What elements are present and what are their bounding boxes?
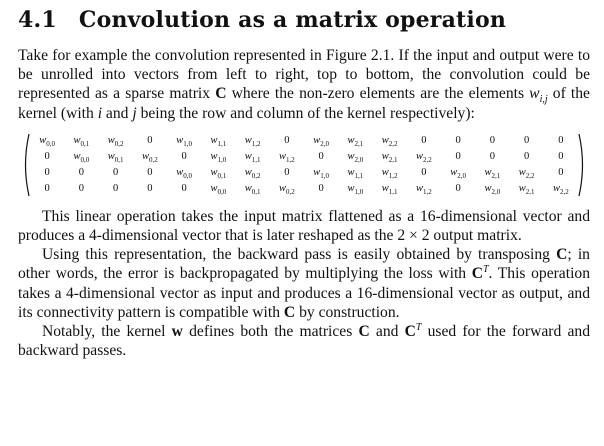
matrix-cell: $w_{0,2}$ — [107, 135, 124, 149]
matrix-cell: 0 — [147, 183, 153, 195]
matrix-c-symbol: C — [215, 85, 227, 103]
matrix-cell: $w_{2,1}$ — [347, 135, 364, 149]
matrix-grid — [30, 133, 578, 197]
para3-text-3: . This operation takes a 4-dimensional vector as input and produces a 16-dimensional vector as output, and its connectivity pattern is compatible with — [18, 265, 590, 321]
matrix-cell: $w_{2,2}$ — [552, 183, 569, 197]
matrix-cell: 0 — [78, 183, 84, 195]
matrix-cell: $w_{0,1}$ — [107, 151, 124, 165]
section-heading — [18, 6, 590, 34]
para1-text-3: of the kernel (with — [18, 85, 590, 122]
para4-text-3: and — [369, 323, 405, 341]
matrix-cell: $w_{1,2}$ — [278, 151, 295, 165]
matrix-cell: 0 — [284, 135, 290, 147]
para4-text-1: Notably, the kernel — [42, 323, 172, 341]
matrix-cell: $w_{1,0}$ — [176, 135, 192, 149]
output-dims: 2 × 2 — [397, 227, 430, 245]
matrix-cell: $w_{2,0}$ — [450, 167, 466, 181]
matrix-cell: 0 — [455, 151, 461, 163]
matrix-cell: $w_{0,1}$ — [73, 135, 90, 149]
section-title: Convolution as a matrix operation — [78, 7, 507, 33]
paragraph-backward-pass — [18, 245, 590, 322]
matrix-cell: $w_{0,2}$ — [278, 183, 295, 197]
matrix-cell: $w_{1,0}$ — [347, 183, 364, 197]
matrix-cell: $w_{2,0}$ — [347, 151, 364, 165]
matrix-cell: 0 — [489, 151, 495, 163]
matrix-cell: $w_{2,0}$ — [484, 183, 501, 197]
matrix-cell: 0 — [147, 135, 153, 147]
para1-text-4: and — [102, 104, 133, 122]
para4-text-4: used for the forward and backward passes. — [18, 323, 590, 360]
section-number: 4.1 — [18, 7, 57, 33]
paragraph-linear-operation — [18, 207, 590, 245]
para3-text-2: ; in other words, the error is backpropagated by multiplying the loss with — [18, 246, 590, 283]
matrix-cell: 0 — [147, 167, 153, 179]
left-paren-icon — [21, 133, 30, 197]
matrix-cell: $w_{2,2}$ — [518, 167, 535, 181]
para2-text-1: This linear operation takes the input matrix flattened as a 16-dimensional vector and produces a 4-dimensional vector that is later reshaped as the — [18, 207, 590, 245]
matrix-cell: 0 — [181, 183, 187, 195]
paragraph-intro — [18, 46, 590, 123]
sparse-matrix — [18, 133, 590, 197]
matrix-cell: $w_{1,2}$ — [381, 167, 398, 181]
matrix-cell: 0 — [284, 167, 290, 179]
right-paren-icon — [578, 133, 587, 197]
matrix-cell: 0 — [558, 151, 564, 163]
j-symbol: j — [132, 104, 137, 122]
matrix-cell: 0 — [421, 167, 427, 179]
matrix-cell: 0 — [44, 151, 50, 163]
matrix-cell: $w_{1,2}$ — [415, 183, 432, 197]
para1-text-1: Take for example the convolution represented in Figure 2.1. If the input and output were to be unrolled into vectors from left to right, top to bottom, the convolution could be represented as a sparse matrix — [18, 47, 590, 103]
matrix-cell: $w_{2,0}$ — [313, 135, 329, 149]
matrix-c-symbol: C — [556, 246, 568, 264]
matrix-cell: $w_{2,2}$ — [381, 135, 398, 149]
para2-text-2: output matrix. — [429, 227, 522, 245]
matrix-cell: $w_{2,1}$ — [381, 151, 398, 165]
matrix-c-symbol: C — [404, 323, 416, 341]
matrix-cell: $w_{0,0}$ — [73, 151, 90, 165]
matrix-cell: $w_{0,1}$ — [210, 167, 227, 181]
matrix-c-symbol: C — [283, 303, 296, 321]
matrix-cell: 0 — [318, 151, 324, 163]
matrix-cell: $w_{2,1}$ — [484, 167, 501, 181]
matrix-cell: 0 — [455, 183, 461, 195]
matrix-cell: $w_{0,0}$ — [39, 135, 55, 149]
matrix-cell: 0 — [44, 183, 50, 195]
matrix-cell: $w_{1,1}$ — [381, 183, 398, 197]
matrix-cell: 0 — [455, 135, 461, 147]
matrix-cell: $w_{1,1}$ — [244, 151, 261, 165]
matrix-cell: $w_{0,2}$ — [141, 151, 158, 165]
page — [18, 6, 590, 360]
weight-symbol: w — [529, 85, 540, 103]
para1-text-5: being the row and column of the kernel respectively): — [136, 104, 475, 122]
kernel-symbol: w — [171, 323, 183, 341]
transpose-symbol: T — [415, 321, 422, 333]
matrix-cell: 0 — [44, 167, 50, 179]
matrix-cell: 0 — [318, 183, 324, 195]
matrix-cell: 0 — [489, 135, 495, 147]
matrix-cell: 0 — [113, 167, 119, 179]
matrix-cell: $w_{1,1}$ — [210, 135, 227, 149]
matrix-cell: 0 — [558, 167, 564, 179]
matrix-cell: 0 — [524, 135, 530, 147]
matrix-c-symbol: C — [471, 265, 483, 283]
matrix-cell: 0 — [78, 167, 84, 179]
matrix-cell: $w_{1,1}$ — [347, 167, 364, 181]
matrix-cell: $w_{1,2}$ — [244, 135, 261, 149]
weight-subscript: i,j — [539, 94, 548, 106]
matrix-cell: $w_{0,2}$ — [244, 167, 261, 181]
para4-text-2: defines both the matrices — [182, 323, 359, 341]
matrix-cell: 0 — [181, 151, 187, 163]
matrix-cell: $w_{2,1}$ — [518, 183, 535, 197]
para3-text-4: by construction. — [295, 303, 400, 321]
matrix-c-symbol: C — [358, 323, 370, 341]
matrix-cell: $w_{1,0}$ — [313, 167, 329, 181]
para3-text-1: Using this representation, the backward pass is easily obtained by transposing — [42, 246, 557, 264]
matrix-cell: 0 — [558, 135, 564, 147]
paragraph-kernel-note — [18, 322, 590, 360]
matrix-cell: $w_{0,0}$ — [176, 167, 192, 181]
matrix-cell: $w_{2,2}$ — [415, 151, 432, 165]
para1-text-2: where the non-zero elements are the elements — [226, 85, 530, 103]
matrix-cell: $w_{1,0}$ — [210, 151, 227, 165]
matrix-cell: 0 — [421, 135, 427, 147]
i-symbol: i — [97, 104, 103, 122]
transpose-symbol: T — [482, 264, 489, 276]
matrix-cell: 0 — [113, 183, 119, 195]
matrix-cell: $w_{0,1}$ — [244, 183, 261, 197]
matrix-cell: $w_{0,0}$ — [210, 183, 227, 197]
matrix-cell: 0 — [524, 151, 530, 163]
